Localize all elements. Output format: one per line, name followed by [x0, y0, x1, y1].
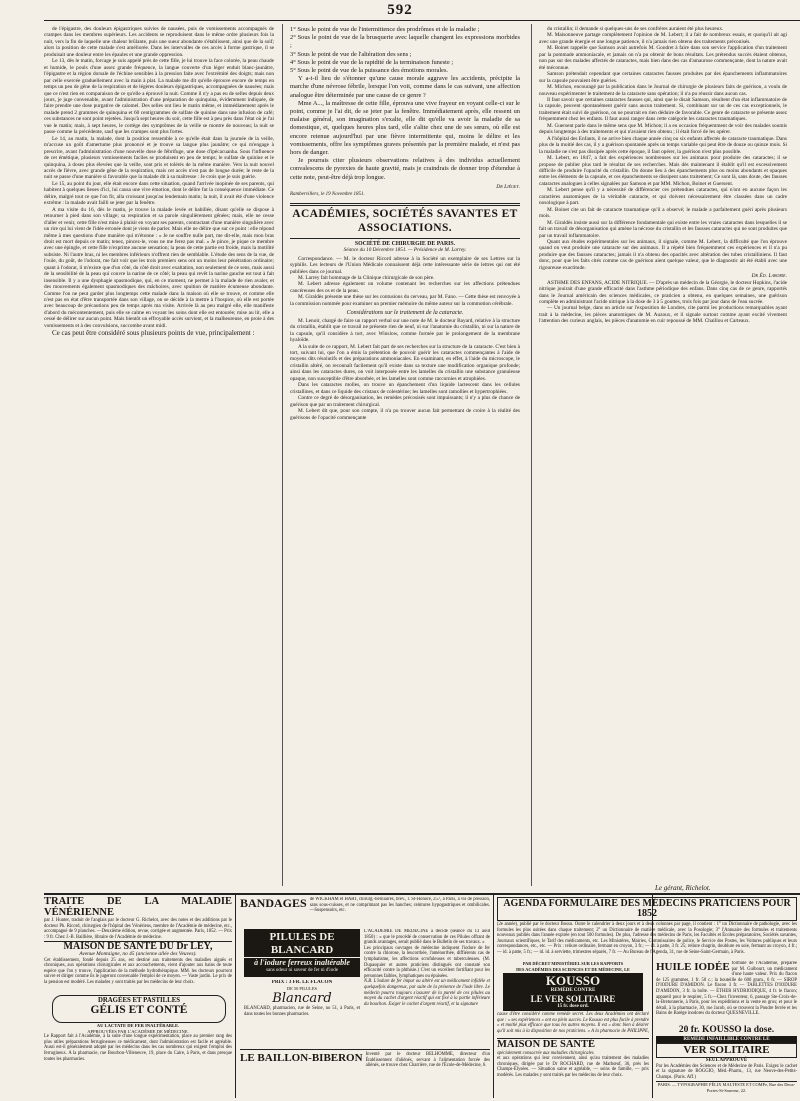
list-item: 3° Sous le point de vue de l'altération des sens ; — [290, 50, 412, 58]
paragraph: Contre ce degré de désorganisation, les remèdes précosisés sont impuissants; il n'y a plus de chance de guérison que par un traitement chirurgical. — [290, 395, 520, 408]
paragraph: M. Maisonneuve partage complètement l'opinion de M. Lebert; il a fait de nombreux essais, et quoiqu'il ait agi avec une grande énergie et une longue patience, il n'a jamais rien obtenu des traitements préconisés. — [539, 32, 787, 45]
ad-text: de WICKHAM et HART, chirurg.-herniaires, brev., r. St-Honoré, 257, à Paris, à vis de pression, sans sous-cuisses, et ne comprimant pas les hanches; ceintures hypogastriques et ombilicales. —Suspensoirs, etc. — [309, 897, 490, 914]
ad-subtitle: sans odeur ni saveur de fer ni d'iode — [266, 968, 338, 973]
paragraph: — Un journal belge, dans un article sur l'exposition de Londres, cite parmi les productions remarquables ayant trait à la médecine, les pièces anatomiques de M. Auzoux, et il signale surtout comme ayant excité vivement l'attention des curieux anglais, les pièces d'anatomie en cuir repoussé de MM. Chaillou et Carteaux. — [539, 305, 787, 325]
ad-title: 20 fr. KOUSSO la dose. — [678, 1025, 775, 1035]
ad-bandages — [240, 897, 490, 927]
ad-subtitle: SEUL APPROUVÉ — [705, 1058, 748, 1063]
paragraph: Ce cas peut être considéré sous plusieurs points de vue, principalement : — [52, 329, 255, 338]
paragraph: Le 15, au point du jour, elle était encore dans cette situation, quand l'arrivée inopinée de ses parents, qui habitent à quelques lieues d'ici, lui causa une vive émotion, dont le délire fut la conséquence immédiate. Ce délire, malgré tout ce que l'on fit, alla croissant jusqu'au lendemain matin; la nuit, il avait été d'une violence extrême : la malade avait failli se jeter par la fenêtre. — [44, 180, 274, 207]
paragraph: de l'épigastre, des douleurs épigastriques suivies de nausées, puis de vomissements accompagnés de crampes dans les membres supérieurs. Les accidents se reproduisent dans le même ordre plusieurs fois la nuit, vers la fin de laquelle une chaleur brûlante, puis une sueur abondante s'établissent, ainsi que de la soif; alors la position de cette malade s'est améliorée. Dans les intervalles de ces accès à forme gastrique, il se produisait une douleur entre les épaules et une grande oppression. — [44, 26, 274, 58]
ad-huile-iodee — [656, 961, 797, 1023]
ad-subtitle: à l'iodure ferreux inaltérable — [254, 958, 350, 967]
paragraph: M. Lebert, en 1847, a fait des expériences nombreuses sur les animaux pour produire des cataractes; il se propose de publier plus tard le résultat de ses recherches. Mais dès maintenant il établit qu'il est excessivement difficile de produire l'opacité du cristallin. On donne lieu à des épanchements plus ou moins abondants et opaques entre les éléments de la capsule, et ces épanchements se dissipent sans traitement; Ce sont là, sans doute, des fausses cataractes analogues à celles signalées par Samson et par MM. Michon, Boinet et Guersent. — [539, 155, 787, 187]
ad-price: PRIX : 3 FR. LE FLACON — [271, 980, 333, 985]
ad-title: PILULES DE BLANCARD — [244, 931, 360, 958]
ad-text: N.B. L'iodure de fer impur ou altéré est un médicament infidèle et quelquefois dangereux, par suite de la présence de l'iode libre. Le médecin pourra toujours s'assurer de la pureté de ces pilules au moyen du cachet d'argent réactif qui est fixé à la partie inférieure du bouchon. Exiger le cachet d'argent réactif, et la signature — [364, 979, 490, 1007]
gerant-signature: Le gérant, Richelot. — [655, 884, 711, 892]
paragraph: M. Lebert adresse également un volume contenant les recherches sur les affections prétendues cancéreuses des os et de la peau. — [290, 281, 520, 294]
ad-price: DE 50 PILULES — [286, 985, 317, 991]
ad-text: formule de l'Académie, préparée par M. Guibourt, un médicament d'une haute valeur. Prix du flacon de 125 grammes, 1 fr. 50 c.; la bouteille de 600 gram., 6 fr. — SIROP D'IODURE D'AMIDON. Le flacon 3 fr. — TABLETTES D'IODURE D'AMIDON, 3 fr. la boîte. — ÉTHER HYDRIODIQUE, 4 fr. le flacon; appareil pour le respirer, 5 fr.—Chez l'inventeur, 6, passage Ste-Croix-de-la-Bretonnerie, à Paris, pour les expéditions et la vente en gros; et pour le détail, à la pharmacie, 30, rue Jacob, où se trouvent la Poudre ferrée et les Bains de Barège inodores du docteur QUESNEVILLE. — [656, 961, 797, 1017]
paragraph: Le 13, dès le matin, forcage je suis appelé près de cette fille, je lui trouve la face colorée, la peau chaude et humide, le pouls d'une assez grande fréquence, la langue couverte d'un léger enduit blanc-jaunâtre, l'épigastre et la région dorsale de l'échine sensibles à la pression faite avec l'extrémité des doigts; mais non par celle exercée graduellement avec la main à plat. La malade me dit qu'elle éprouve encore de temps en temps un peu de gêne de la respiration et de légères douleurs épigastriques, accompagnées de nausées; mais que ce n'est rien en comparaison de ce qu'elle a éprouvé la nuit. Comme il n'y a pas eu de selles depuis deux jours, je juge convenable, avant l'administration d'une préparation de quinquina, évidemment indiquée, de faire prendre une dose purgative de calomel. Des selles ont lieu le matin même, et immédiatement après le malade prend 2 grammes de quinquina et 60 centigrammes de sulfate de quinine dans une infusion de café; ces substances ne sont point rejetées. Jusqu'à sept heures du soir, cette fille est à peu près dans l'état où je l'ai vue le matin; mais, à sept heures, le cortège des symptômes de la veille se montre de nouveau; la nuit se passe comme la précédente, sauf que les crampes sont plus fortes. — [44, 58, 274, 136]
session-line: Séance du 10 Décembre 1851. — Présidence de M. Larrey. — [343, 247, 467, 254]
ad-agenda — [497, 897, 797, 959]
ad-title: LE VER SOLITAIRE — [530, 994, 616, 1005]
ad-title: KOUSSO — [545, 973, 601, 989]
dateline: Rambervillers, le 19 Novembre 1851. — [290, 192, 365, 198]
ad-venerienne — [44, 897, 232, 939]
column-1 — [44, 26, 274, 884]
paragraph: M. Lebert dit que, pour son compte, il n'a pu trouver aucun fait permettant de croire à la réalité des guérisons de l'opacité commençante — [290, 408, 520, 421]
kousso-badge — [503, 973, 643, 1011]
ad-subtitle: REMÈDE INFAILLIBLE CONTRE LE — [656, 1036, 797, 1043]
ad-title: MAISON DE SANTÉ — [497, 1039, 596, 1050]
paragraph: du cristallin; il demande si quelques-uns de ses confrères auraient été plus heureux. — [547, 26, 724, 32]
ad-text: Par les Académies des Sciences et de Médecine de Paris. Exigez le cachet et la signature de BOGGIO, Méd.-Pharm., 13, rue Neuve-des-Petits-Champs. (Paris. Aff.) — [656, 1063, 797, 1080]
paragraph: M. Boinet cite un fait de cataracte traumatique qu'il a observé; le malade a parfaitement guéri après plusieurs mois. — [539, 206, 787, 220]
list-item: 4° Sous le point de vue de la rapidité de la terminaison funeste ; — [290, 58, 454, 66]
list-item: 1° Sous le point de vue de l'intermittence des prodrômes et de la maladie ; — [290, 26, 480, 33]
paragraph: ASTHME DES ENFANS, ACIDE NITRIQUE. — D'après un médecin de la Géorgie, le docteur Hopkins, l'acide nitrique jouirait d'une grande efficacité dans l'asthme périodique des enfans. Dans cinq cas de ce genre, rapportés dans le Journal américain des sciences médicales, ce praticien a obtenu, en quelques semaines, une guérison complète en administrant l'acide nitrique à la dose de 3 à 5 gouttes, trois fois par jour dans de l'eau sucrée. — [539, 279, 787, 306]
paragraph: M. Lebert pense qu'il y a nécessité de différencier ces prétendues cataractes, qui n'ont en aucune façon les caractères anatomiques de la véritable cataracte, et qui doivent nécessairement être classées dans un cadre nosologique à part. — [539, 187, 787, 207]
ad-maison-de-sante — [44, 941, 232, 992]
header-rule — [44, 20, 800, 21]
ad-text: et aux opérations qui leur conviennent, ainsi qu'au traitement des maladies chroniques, dirigée par le Dr ROCHARD, rue de Marbœuf, 36, près les Champs-Élysées. — Situation saine et agréable, — soins de famille, — prix modérés. Les malades y sont traités par les médecins de leur choix. — [497, 1056, 649, 1078]
ad-title: MAISON DE SANTÉ DU Dr LEY, — [63, 941, 213, 952]
paragraph: M. Boinet rappelle que Samson avait autrefois M. Gondret à faire dans son service l'application d'un traitement par la pommade ammoniacale, et jamais on n'a pu obtenir de bons résultats. Les prétendus succès étaient obtenus, non pas sur des malades affectés de cataractes, mais bien dans des cas d'amaurose commençante, dont la nature avait été méconnue. — [539, 45, 787, 71]
section-title: ACADÉMIES, SOCIÉTÉS SAVANTES ET ASSOCIATIONS. — [292, 207, 518, 234]
ad-text: Cet établissement, fondé depuis 25 ans, est destiné aux traitements des maladies aiguës et chroniques, aux opérations chirurgicales et aux accouchements, vient d'ajouter aux bains de toute espèce que l'on y trouve, l'application de la méthode hydrothérapique. MM. les docteurs pourront suivre et diriger comme ils le jugeront convenable l'emploi de ce moyen. — Vaste jardin. Le prix de la pension est modéré. Les malades y sont traités par les médecins de leur choix. — [44, 957, 232, 985]
ad-title: AGENDA FORMULAIRE DES MÉDECINS PRATICIENS POUR 1852 — [497, 897, 797, 921]
ad-subtitle: APPROUVÉES PAR L'ACADÉMIE DE MÉDECINE. — [87, 1028, 189, 1034]
ad-title: BANDAGES — [240, 897, 307, 910]
ad-divider — [493, 895, 494, 1098]
paragraph: M. Giraldès présente une thèse sur les contusions du cerveau, par M. Fano. — Cette thèse est renvoyée à la commission nommée pour examiner un premier mémoire du même auteur sur la commotion cérébrale. — [290, 294, 520, 307]
ad-gelis-text — [44, 1023, 232, 1099]
column-2 — [290, 26, 520, 884]
ad-blancard-more — [244, 980, 360, 1046]
section-rule — [290, 203, 520, 206]
list-item: 5° Sous le point de vue de la puissance des émotions morales. — [290, 67, 449, 75]
ad-price: 15 fr. — [557, 1004, 569, 1010]
paragraph: M. Lenoir, chargé de faire un rapport verbal sur une note de M. le docteur Bayard, relative à la structure du cristallin, établit que ce travail ne présente rien de neuf, ni sur l'anatomie du cristallin, ni sur la nature de la capsule, qu'il considère à tort, avec Winslow, comme formée par le prolongement de la membrane hyaloïde. — [290, 317, 520, 344]
ad-text: Le Rapport fait à l'Académie, à la suite d'une longue expérimentation, place au premier rang des plus utiles préparations ferrugineuses ce médicament, dont l'administration est facile et agréable. Aussi est-il généralement adopté par les médecins dans les cas nombreux qui exigent l'emploi des ferrugineux. A la pharmacie, rue Bourbon-Villeneuve, 19, place du Caire, à Paris, et dans presque toutes les pharmacies. — [44, 1034, 232, 1062]
paragraph: M. Guersent parle dans le même sens que M. Michon; il a eu occasion fréquemment de voir des malades soumis depuis longtemps à des traitements et qui n'avaient rien obtenu ; il était forcé de les opérer. — [539, 122, 787, 136]
paragraph: Y a-t-il lieu de s'étonner qu'une cause morale aggrave les accidents, précipite la marche d'une névrose fébrile, lorsque l'on voit, comme dans le cas suivant, une affection analogue être déterminée par une cause de ce genre ? — [290, 75, 520, 99]
paragraph: Samson prétendait cependant que certaines cataractes fausses produites par des épanchements inflammatoires sur la capsule pouvaient être guéries. — [539, 71, 787, 84]
signature: Dr Liégey. — [496, 183, 520, 190]
ad-subtitle: spécialement consacrée aux maladies chirurgicales — [497, 1050, 594, 1056]
paragraph: M. Giraldès insiste aussi sur la différence fondamentale qui existe entre les vraies cataractes dans lesquelles il se fait un travail de désorganisation qui amène la nécrose du cristallin et les fausses cataractes qui ne sont produites que par un travail inflammatoire. — [539, 219, 787, 239]
ad-subtitle: DES ACADÉMIES DES SCIENCES ET DE MÉDECINE, LE — [516, 966, 630, 972]
column-3 — [539, 26, 787, 884]
paragraph: Mme A..., la maîtresse de cette fille, éprouva une vive frayeur en voyant celle-ci sur le point, comme je l'ai dit, de se jeter par la fenêtre. Immédiatement après, elle ressent un malaise général, son imagination s'exalte, elle dit qu'elle va avoir la maladie de sa domestique, et, quelques heures plus tard, elle s'alite chez une de ses sœurs, où elle est encore retenue aujourd'hui par une fièvre intermittente qui, moins le délire et les vomissements, offre les symptômes graves présentés par la première malade, et n'est pas hors de danger. — [290, 99, 520, 157]
paragraph: M. Larrey fait hommage de la Clinique chirurgicale de son père. — [298, 275, 435, 282]
ad-subtitle: REMÈDE CONTRE — [550, 988, 596, 994]
paragraph: A la suite de ce rapport, M. Lebert fait part de ses recherches sur la structure de la cataracte. C'est bien à tort, suivant lui, que l'on a émis la prétention de pouvoir guérir les cataractes commençantes à l'aide de moyens dits résolutifs et des préparations ammoniacales. En examinant, en effet, à l'aide du microscope, le cristallin altéré, on reconnaît facilement qu'il existe dans sa texture une modification organique profonde; ainsi dans les cataractes dures, on voit interposée entre les lamelles du cristallin une substance granuleuse opaque, non susceptible d'être absorbée, et les lamelles sont comme raccornies et atrophiées. — [290, 343, 520, 382]
paragraph: Le 14, au matin, la malade, dont la position ressemble à ce qu'elle était dans la journée de la veille, m'accuse un goût d'amertume plus prononcé et je trouve sa langue plus jaunâtre; ce qui m'engage à prescrire, avant l'administration d'une nouvelle dose de fébrifuge, une dose d'ipécacuanha. Sous l'influence de cet émétique, plusieurs vomissements faciles se produisent en peu de temps; le sulfate de quinine et le quinquina, à doses plus élevées que la veille, sont pris et tolérés de la même manière. Vers la nuit nouvel accès de fièvre, avec grande gêne de la respiration, mais cet accès n'est pas de longue durée; le reste de la nuit se passe d'une manière si favorable que la malade dit à sa maîtresse : Je crois que je suis guérie. — [44, 135, 274, 181]
ad-subtitle: Avenue Montaigne, no 45 (ancienne allée des Veuves). — [79, 951, 197, 957]
blancard-signature: Blancard — [272, 991, 332, 1007]
ad-text: par J. Hunter, traduit de l'anglais par le docteur G. Richelot, avec des notes et des additions par le docteur Ph. Ricord, chirurgien de l'hôpital des Vénériens, membre de l'Académie de médecine, etc., accompagné de 9 planches. —Deuxième édition, revue, corrigée et augmentée. Paris, 1852. — Prix : 9 fr. Chez J.-B. Baillière, libraire de l'Académie de médecine. — [44, 918, 232, 939]
ad-subtitle: PAR DÉCRET MINISTÉRIEL SUR LES RAPPORTS — [522, 961, 624, 966]
paragraph: Quant aux études expérimentales sur les animaux, il signale, comme M. Lebert, la difficulté que l'on éprouve quand on veut produire une cataracte sur des animaux. Il a répété bien fréquemment ces expériences et il n'a pu produire que des fausses cataractes; jamais il n'a obtenu des opacités avec altération des tubes cristalliniens. Il faut donc, pour que les faits cités comme cas de guérison aient quelque valeur, que le diagnostic ait été établi avec une rigoureuse exactitude. — [539, 238, 787, 271]
ad-blancard-banner — [244, 929, 360, 977]
ad-text: BLANCARD, pharmacien, rue de Seine, no 51, à Paris, et dans toutes les bonnes pharmacies. — [244, 1006, 360, 1017]
ad-text: Les principaux ouvrages de médecine indiquent l'iodure de fer contre la chlorose, la leucorrhée, l'aménorrhée, diffiérents cas de lymphatisme, les affections scrofuleuses et tuberculeuses. (M. Dupasquier et autres praticiens distingués ont constaté son efficacité contre la phthisie.) C'est un excellent fortifiant pour les personnes faibles, lymphatiques ou épuisées. — [364, 945, 490, 979]
paragraph: Correspondance. — M. le docteur Ricord adresse à la Société un exemplaire de ses Lettres sur la syphilis. Les lecteurs de l'Union Médicale connaissent déjà cette intéressante série de lettres qui ont été publiées dans ce journal. — [290, 255, 520, 275]
ad-maison-rochard — [497, 1038, 649, 1100]
paragraph: Il faut savoir que certaines cataractes fausses qui, ainsi que le disait Samson, résultent d'un état inflammatoire de la capsule, peuvent spontanément guérir sans aucun traitement. Si, combinant sur un de ces cas exceptionnels, le traitement était suivi de guérison, on ne pourrait en rien déduire de favorable. Ce genre de cataracte se présente assez fréquemment chez les enfants. Il faut aussi ranger dans cette catégorie les cataractes traumatiques. — [539, 96, 787, 123]
signature: Dr Éd. Laborie. — [751, 273, 787, 280]
column-divider — [282, 24, 283, 886]
ad-subtitle: AU LACTATE DE FER INALTÉRABLE. — [96, 1023, 180, 1028]
ad-divider — [235, 895, 236, 1098]
advertisements-rule — [44, 893, 800, 895]
paragraph: Dans les cataractes molles, on trouve un épanchement d'un liquide lactescent dans les cellules cristallines, et dans ce liquide des cristaux de colestérine; les lamelles sont ramollies et hypertrophiées. — [290, 382, 520, 395]
paragraph: A ma visite du 16, dès le matin, je trouve la malade levée et habillée, disant qu'elle se dispose à retourner à pied dans son village; sa respiration et sa parole singulièrement gênées; mais, elle ne cesse d'aller et venir, cette fille n'est mise à plaisir en voyant ses parents, contractant d'une manière singulière avec un rire qui lui vient de l'idée erronée dont je viens de parler. Mais elle ne délire que sur ce point : elle répond même à mes questions d'une manière qui m'étonne : « Je ne souffre nulle part, me dit-elle, mais mon bras droit est mort depuis ce matin; tenez, pincez-le, vous ne me ferez pas mal. » Je pince, je pique ce membre avec une épingle, et cette fille n'exprime aucune sensation; la peau de cette partie est froide, mais la motilité subsiste. Ni l'autre bras, ni les membres inférieurs n'offrent rien de semblable. L'étude des sens de la vue, de l'ouïe, du goût, de l'odorat, me fait voir que les trois premiers sens ont un moins leur pénétration ordinaire; quant à l'odorat, il m'existe que d'un côté, du côté droit avec exaltation, non seulement de ce sens, mais aussi de la sensibilité de la peau qui couvre la narine de ce côté; la peau qui revêt la narine gauche est tout à fait insensible. Il y a une dysphagie spasmodique, qui, en ce moment, ne permet à la malade de rien avaler, et des mouvements également spasmodiques des mâchoires, avec spuition de matière écumeuse abondante. Comme l'on ne peut garder plus longtemps cette malade dans la maison où elle se trouve, et comme elle n'est pas en état d'être transportée dans son village, on se décide à la mettre à l'hospice, où elle est portée avec beaucoup de précautions peu de temps après ma visite. Arrivée là au peu malgré elle, elle manifeste d'abord du mécontentement, puis elle se calme en voyant les soins dont elle est entourée; mise au lit, elle a cessé de délirer sur aucun point. Mais bientôt un effroyable accès survient, et la malheureuse, en proie à des vomissements et à des convulsions, succombe avant midi. — [44, 206, 274, 329]
ad-title: DRAGÉES ET PASTILLES — [97, 997, 181, 1004]
paragraph: A l'hôpital des Enfants, il ne arrive bien chaque année cinq ou six enfants affectés de cataracte traumatique. Dans plus de la moitié des cas, il y a guérison spontanée après un temps variable qui peut être de douze ou quinze mois. Si la maladie ne s'est pas dissipée après cette époque, il faut opérer, la guérison n'est plus possible. — [539, 135, 787, 155]
ad-kousso — [497, 961, 649, 1035]
subheading: Considérations sur le traitement de la cataracte. — [346, 310, 464, 317]
ad-text: L'ACADÉMIE DE MÉDECINE a décidé (séance du 13 août 1850) : « que le procédé de conservation de ces Pilules offrant de grands avantages, serait publié dans le Bulletin de ses travaux. » — [364, 929, 490, 946]
ad-gelis-conte — [52, 995, 226, 1023]
column-divider — [531, 24, 532, 886]
list-item: 2° Sous le point de vue de la brusquerie avec laquelle changent les expressions morbides ; — [290, 34, 520, 50]
ad-title: GÉLIS ET CONTÉ — [90, 1003, 188, 1016]
section-rule — [290, 238, 520, 239]
society-heading: SOCIÉTÉ DE CHIRURGIE DE PARIS. — [354, 240, 456, 247]
ad-title: TRAITÉ DE LA MALADIE VÉNÉRIENNE — [44, 897, 232, 918]
ad-title: VER SOLITAIRE — [656, 1043, 797, 1058]
ad-title: LE BAILLON-BIBERON — [240, 1052, 363, 1064]
ad-blancard-text — [364, 929, 490, 1045]
ad-baillon-biberon — [240, 1049, 490, 1100]
paragraph: Je pourrais citer plusieurs observations relatives à des individus actuellement convalescens de pyrexies de haute gravité, mais je craindrais de donner trop d'étendue à cette note, peut-être déjà trop longue. — [290, 157, 520, 181]
page-number: 592 — [387, 2, 413, 18]
ad-text: (2e année), publié par le docteur Bossu. Outre le calendrier à deux jours et à deux colonnes par page, il contient : 1° un Dictionnaire de pathologie, avec les formules les plus usitées dans chaque traitement; 2° un Dictionnaire de matière médicale, avec la Posologie; 3° l'Annuaire des formules et traitements nouveaux publiés dans l'année expirée (en tout 500 formules). De plus, l'adresse des médecins de Paris, les Facultés et Écoles préparatoires, Sociétés savantes, Journaux scientifiques, le Tarif des médicaments, etc. Les Ministères, Mairies, Commissaires de police, le Service des Postes, les Voitures publiques et leurs correspondances, etc., etc. — Prix : reliure ordinaire, fermant en croyon, 3 fr.; — id. à patte, 3 fr. 25; reliure chagrin, doublure en soie, fermant au croyon, 4 fr.; — id. à patte, 5 fr.; — id. id. à serviette, trimestres séparés, 7 fr. — Au Bureau de l'Agenda, 31, rue de Seine-Saint-Germain, à Paris. — [497, 922, 797, 955]
list — [290, 26, 520, 75]
ad-text: cause d'être considéré comme remède secret. Les deux Académies ont déclaré que : « ses expériences » ont eu plein succès. Le Kousso est plus facile à prendre » et moitié plus efficace que tous les autres moyens. Il est » donc bien à désirer qu'il soit mis à la disposition de nos praticiens. » A la pharmacie de PHILIPPE, — [497, 1012, 649, 1034]
ad-kousso-boggio — [656, 1025, 797, 1099]
ad-title: HUILE IODÉE — [656, 961, 730, 973]
ad-text: Inventé par le docteur BELHOMME, directeur d'un Établissement d'aliénés, servant à l'alimentation forcée des aliénés, se trouve chez Charrière, rue de l'École-de-Médecine, 6. — [365, 1052, 490, 1069]
paragraph: M. Michon, encouragé par la publication dans le Journal de chirurgie de plusieurs faits de guérison, a voulu de nouveau expérimenter le traitement de la cataracte sans opération; il n'a pu réussir dans aucun cas. — [539, 84, 787, 97]
printer-imprint: PARIS. — TYPOGRAPHIE FÉLIX MALTESTE ET COMPe, Rue des Deux-Portes-St-Sauveur, 22. — [657, 1082, 796, 1093]
ad-price: dose ord. — [569, 1004, 589, 1010]
